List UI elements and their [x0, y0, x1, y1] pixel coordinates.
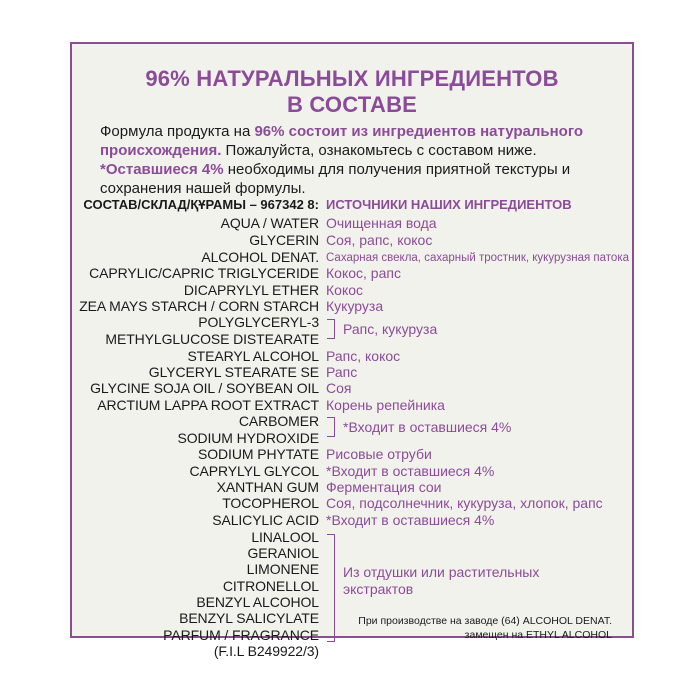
source-arctium: Корень репейника	[326, 397, 445, 413]
title-line-2: В СОСТАВЕ	[286, 92, 418, 117]
source-soybean: Соя	[326, 380, 352, 396]
ingredient-item: GLYCERYL STEARATE SE	[148, 364, 319, 380]
bracket-carbomer	[327, 417, 335, 437]
ingredient-item: SODIUM HYDROXIDE	[177, 430, 319, 446]
source-alcohol: Сахарная свекла, сахарный тростник, кукурузная патока	[326, 252, 629, 264]
ingredient-item: SALICYLIC ACID	[212, 512, 319, 528]
ingredient-item: XANTHAN GUM	[216, 479, 319, 495]
intro-l1a: Формула продукта на	[100, 123, 255, 140]
ingredient-item: CAPRYLYL GLYCOL	[189, 463, 319, 479]
intro-l1b: 96% состоит из ингредиентов натурального	[254, 123, 584, 140]
source-ether: Кокос	[326, 282, 364, 298]
source-carbomer: *Входит в оставшиеся 4%	[343, 419, 512, 435]
ingredient-item: SODIUM PHYTATE	[198, 446, 319, 462]
composition-header: СОСТАВ/СКЛАД/ҚҰРАМЫ – 967342 8:	[83, 197, 319, 212]
title-line-1: 96% НАТУРАЛЬНЫХ ИНГРЕДИЕНТОВ	[145, 66, 559, 91]
ingredient-item: CITRONELLOL	[222, 578, 319, 594]
ingredient-item: GLYCERIN	[249, 232, 319, 248]
source-fragrance-l1: Из отдушки или растительных	[343, 564, 540, 580]
ingredient-item: DICAPRYLYL ETHER	[183, 282, 319, 298]
ingredient-item: GERANIOL	[247, 545, 319, 561]
ingredient-item: ARCTIUM LAPPA ROOT EXTRACT	[97, 397, 319, 413]
source-xanthan: Ферментация сои	[326, 479, 442, 495]
source-polyglyceryl: Рапс, кукуруза	[343, 321, 438, 337]
intro-l2b: Пожалуйста, ознакомьтесь с составом ниже.	[221, 142, 537, 159]
production-note-l2: замещен на ETHYL ALCOHOL	[464, 629, 612, 641]
ingredient-item: LIMONENE	[246, 561, 319, 577]
ingredient-item: STEARYL ALCOHOL	[187, 348, 319, 364]
ingredient-item: CAPRYLIC/CAPRIC TRIGLYCERIDE	[89, 265, 319, 281]
ingredient-item: POLYGLYCERYL-3	[198, 314, 319, 330]
source-fragrance-l2: экстрактов	[343, 581, 414, 597]
source-stearyl: Рапс, кокос	[326, 348, 401, 364]
ingredient-item: BENZYL ALCOHOL	[196, 594, 319, 610]
ingredients-label	[70, 42, 634, 659]
source-phytate: Рисовые отруби	[326, 446, 432, 462]
source-caprylyl: *Входит в оставшиеся 4%	[326, 463, 495, 479]
source-glycerin: Соя, рапс, кокос	[326, 232, 433, 248]
ingredient-item: ALCOHOL DENAT.	[201, 249, 319, 265]
source-starch: Кукуруза	[326, 298, 384, 314]
intro-l4: сохранения нашей формулы.	[100, 180, 306, 197]
source-triglyceride: Кокос, рапс	[326, 265, 401, 281]
intro-text	[100, 122, 620, 198]
ingredient-item: TOCOPHEROL	[222, 495, 319, 511]
source-glyceryl: Рапс	[326, 364, 358, 380]
intro-l3a: *Оставшиеся 4%	[100, 161, 224, 178]
ingredient-item: CARBOMER	[238, 413, 319, 429]
ingredient-item: LINALOOL	[251, 529, 319, 545]
ingredient-item: PARFUM / FRAGRANCE	[163, 627, 319, 643]
ingredient-item: (F.I.L B249922/3)	[213, 643, 319, 659]
ingredient-item: ZEA MAYS STARCH / CORN STARCH	[79, 298, 319, 314]
bracket-polyglyceryl	[327, 319, 335, 339]
ingredient-item: BENZYL SALICYLATE	[179, 610, 319, 626]
source-tocopherol: Соя, подсолнечник, кукуруза, хлопок, рапс	[326, 495, 603, 511]
production-note-l1: При производстве на заводе (64) ALCOHOL DENAT.	[358, 615, 612, 627]
bracket-fragrance	[327, 534, 335, 642]
ingredient-item: GLYCINE SOJA OIL / SOYBEAN OIL	[90, 380, 319, 396]
ingredient-item: METHYLGLUCOSE DISTEARATE	[105, 331, 319, 347]
ingredient-item: AQUA / WATER	[220, 215, 319, 231]
intro-l3b: необходимы для получения приятной текстуры и	[223, 161, 571, 178]
source-salicylic: *Входит в оставшиеся 4%	[326, 512, 495, 528]
source-water: Очищенная вода	[326, 215, 437, 231]
intro-l2a: происхождения.	[100, 142, 222, 159]
sources-header: ИСТОЧНИКИ НАШИХ ИНГРЕДИЕНТОВ	[326, 197, 572, 212]
